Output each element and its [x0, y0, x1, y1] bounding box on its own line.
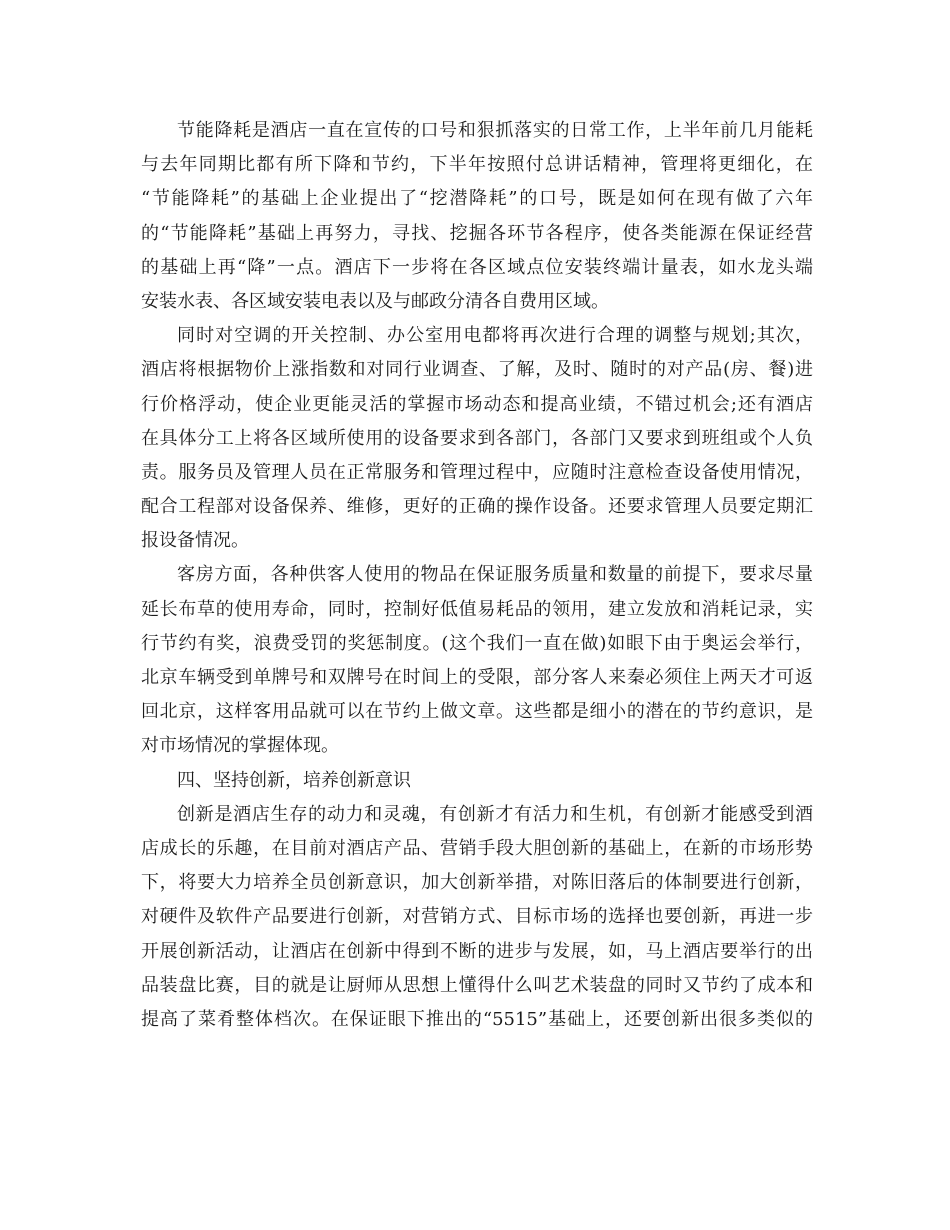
- paragraph-air-conditioning: [141, 319, 813, 558]
- text-line: “节能降耗”的基础上企业提出了“挖潜降耗”的口号，既是如何在现有做了六年: [141, 188, 813, 210]
- text-line: 责。服务员及管理人员在正常服务和管理过程中，应随时注意检查设备使用情况，: [141, 461, 813, 483]
- text-line: 节能降耗是酒店一直在宣传的口号和狠抓落实的日常工作，上半年前几月能耗: [177, 120, 813, 141]
- paragraph-innovation: [141, 798, 813, 1037]
- text-line: 报设备情况。: [141, 530, 249, 552]
- text-line: 配合工程部对设备保养、维修，更好的正确的操作设备。还要求管理人员要定期汇: [141, 496, 813, 518]
- text-line: 品装盘比赛，目的就是让厨师从思想上懂得什么叫艺术装盘的同时又节约了成本和: [141, 974, 813, 996]
- text-line: 安装水表、各区域安装电表以及与邮政分清各自费用区域。: [141, 290, 609, 312]
- paragraph-energy-saving: [141, 114, 813, 319]
- text-line: 客房方面，各种供客人使用的物品在保证服务质量和数量的前提下，要求尽量: [177, 564, 813, 586]
- text-line: 酒店将根据物价上涨指数和对同行业调查、了解，及时、随时的对产品(房、餐)进: [141, 359, 813, 381]
- text-line: 创新是酒店生存的动力和灵魂，有创新才有活力和生机，有创新才能感受到酒: [177, 803, 813, 825]
- text-line: 在具体分工上将各区域所使用的设备要求到各部门，各部门又要求到班组或个人负: [141, 427, 813, 449]
- text-line: 对市场情况的掌握体现。: [141, 735, 339, 757]
- paragraph-guest-rooms: [141, 558, 813, 763]
- text-line: 开展创新活动，让酒店在创新中得到不断的进步与发展，如，马上酒店要举行的出: [141, 940, 813, 962]
- text-line: 下，将要大力培养全员创新意识，加大创新举措，对陈旧落后的体制要进行创新，: [141, 872, 813, 894]
- text-line: 行价格浮动，使企业更能灵活的掌握市场动态和提高业绩，不错过机会;还有酒店: [141, 393, 813, 415]
- section-heading-innovation: [141, 764, 813, 798]
- text-line: 回北京，这样客用品就可以在节约上做文章。这些都是细小的潜在的节约意识，是: [141, 701, 813, 723]
- section-heading: 四、坚持创新，培养创新意识: [177, 769, 411, 791]
- text-line: 延长布草的使用寿命，同时，控制好低值易耗品的领用，建立发放和消耗记录，实: [141, 598, 813, 620]
- text-line: 对硬件及软件产品要进行创新，对营销方式、目标市场的选择也要创新，再进一步: [141, 906, 813, 928]
- text-line: 北京车辆受到单牌号和双牌号在时间上的受限，部分客人来秦必须住上两天才可返: [141, 667, 813, 688]
- document-body: [141, 114, 813, 1037]
- text-line: 行节约有奖，浪费受罚的奖惩制度。(这个我们一直在做)如眼下由于奥运会举行，: [141, 632, 813, 654]
- text-line: 的基础上再“降”一点。酒店下一步将在各区域点位安装终端计量表，如水龙头端: [141, 256, 813, 278]
- text-line: 与去年同期比都有所下降和节约，下半年按照付总讲话精神，管理将更细化，在: [141, 154, 813, 176]
- text-line: 同时对空调的开关控制、办公室用电都将再次进行合理的调整与规划;其次，: [177, 325, 813, 347]
- text-line: 店成长的乐趣，在目前对酒店产品、营销手段大胆创新的基础上，在新的市场形势: [141, 837, 813, 859]
- text-line: 提高了菜肴整体档次。在保证眼下推出的“5515”基础上，还要创新出很多类似的: [141, 1008, 813, 1030]
- text-line: 的“节能降耗”基础上再努力，寻找、挖掘各环节各程序，使各类能源在保证经营: [141, 222, 813, 244]
